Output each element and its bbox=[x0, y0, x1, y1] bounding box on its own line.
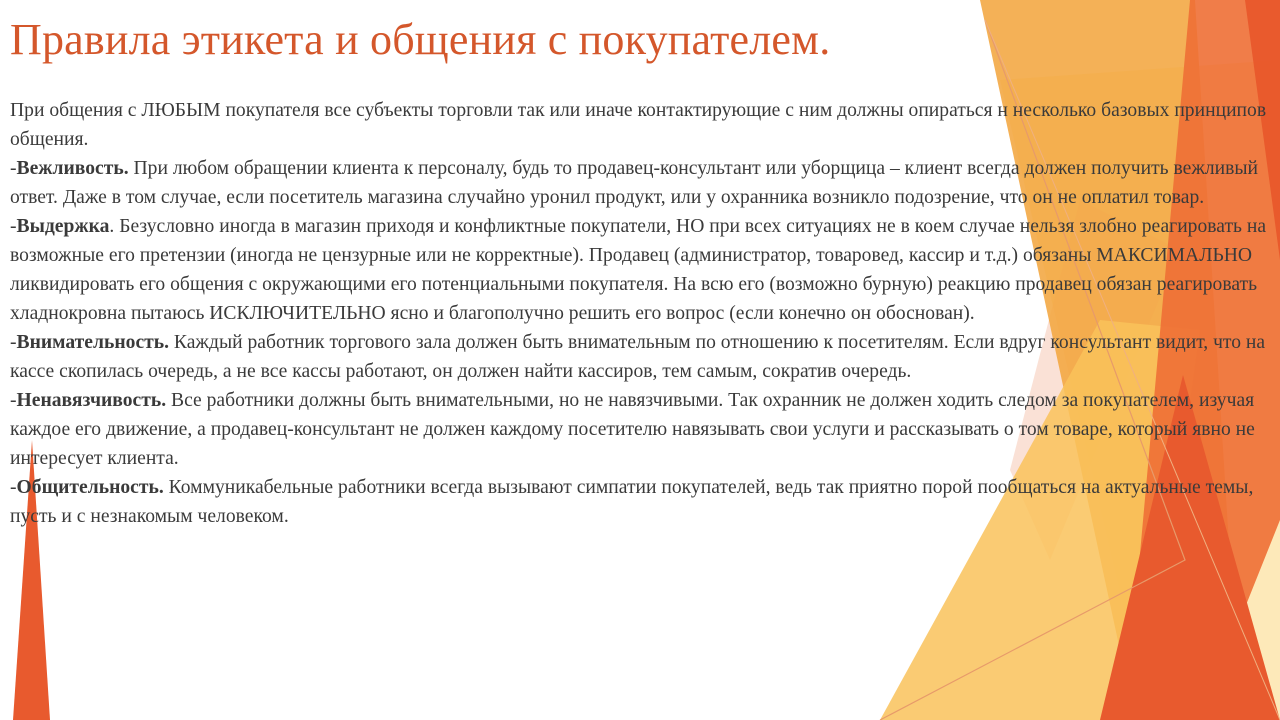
principle-prefix: - bbox=[10, 216, 17, 237]
principle-term: Внимательность. bbox=[16, 332, 170, 353]
principle-item bbox=[10, 328, 1272, 386]
principle-term: Вежливость. bbox=[16, 158, 129, 179]
intro-paragraph: При общения с ЛЮБЫМ покупателя все субъекты торговли так или иначе контактирующие с ним должны опираться н несколько базовых принципов общения. bbox=[10, 100, 1267, 150]
principle-prefix: - bbox=[10, 158, 17, 179]
principle-prefix: - bbox=[10, 332, 17, 353]
principle-term: Выдержка bbox=[16, 216, 110, 237]
principle-prefix: - bbox=[10, 390, 17, 411]
principle-text: При любом обращении клиента к персоналу, будь то продавец-консультант или уборщица – клиент всегда должен получить вежливый ответ. Даже в том случае, если посетитель магазина случайно уронил продукт, или у охранника возникло подозрение, что он не оплатил товар. bbox=[10, 158, 1259, 208]
principle-text: Каждый работник торгового зала должен быть внимательным по отношению к посетителям. Если вдруг консультант видит, что на кассе скопилась очередь, а не все кассы работают, он должен найти кассиров, тем самым, сократив очередь. bbox=[10, 332, 1266, 382]
principle-item bbox=[10, 212, 1272, 328]
principle-text: Коммуникабельные работники всегда вызывают симпатии покупателей, ведь так приятно порой пообщаться на актуальные темы, пусть и с незнакомым человеком. bbox=[10, 477, 1254, 527]
principle-term: Общительность. bbox=[16, 477, 164, 498]
slide-title: Правила этикета и общения с покупателем. bbox=[10, 15, 831, 64]
principle-item bbox=[10, 386, 1272, 473]
principle-item bbox=[10, 154, 1272, 212]
principle-text: . Безусловно иногда в магазин приходя и конфликтные покупатели, НО при всех ситуациях не в коем случае нельзя злобно реагировать на возможные его претензии (иногда не цензурные или не корректные). Продавец (администратор, товаровед, кассир и т.д.) обязаны МАКСИМАЛЬНО ликвидировать его общения с окружающими его потенциальными покупателя. На всю его (возможно бурную) реакцию продавец обязан реагировать хладнокровна пытаюсь ИСКЛЮЧИТЕЛЬНО ясно и благополучно решить его вопрос (если конечно он обоснован). bbox=[10, 216, 1267, 324]
principle-term: Ненавязчивость. bbox=[16, 390, 167, 411]
principle-prefix: - bbox=[10, 477, 17, 498]
principle-text: Все работники должны быть внимательными, но не навязчивыми. Так охранник не должен ходить следом за покупателем, изучая каждое его движение, а продавец-консультант не должен каждому посетителю навязывать свои услуги и рассказывать о том товаре, который явно не интересует клиента. bbox=[10, 390, 1255, 469]
slide-body bbox=[10, 96, 1272, 531]
principle-item bbox=[10, 473, 1272, 531]
